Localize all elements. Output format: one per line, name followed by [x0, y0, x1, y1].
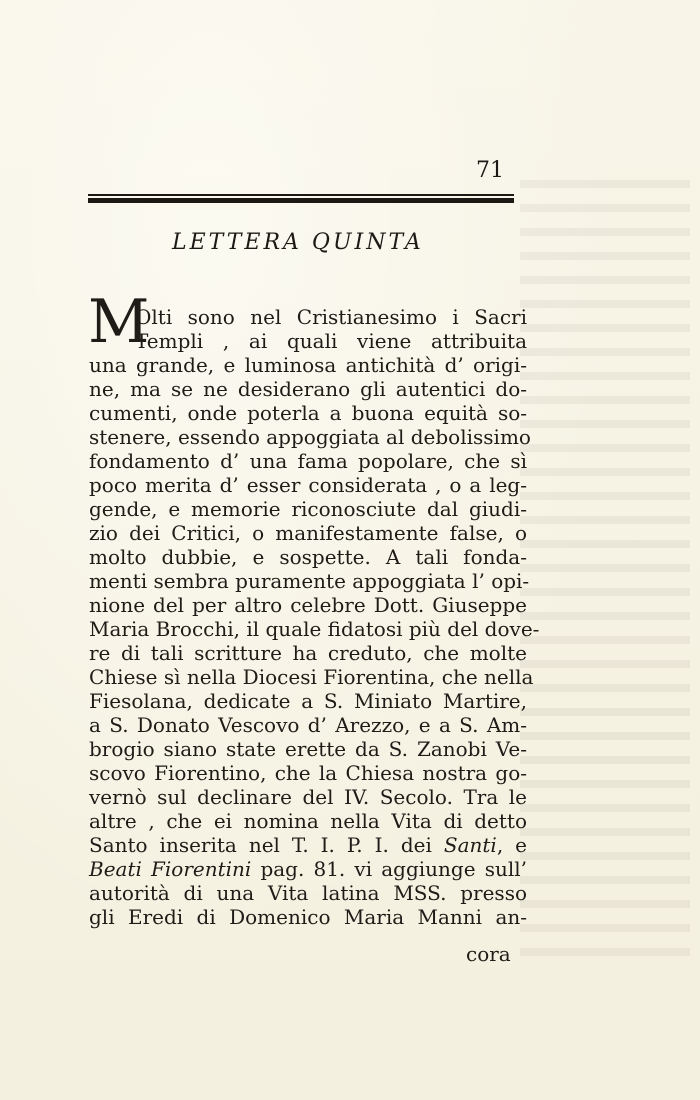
text-line-12: menti sembra puramente appoggiata l’ opi- [89, 569, 530, 593]
text-line-13: nione del per altro celebre Dott. Giuseppe [89, 593, 527, 617]
text-line-7: fondamento d’ una fama popolare, che sì [89, 449, 527, 473]
text-line-26: gli Eredi di Domenico Maria Manni an- [89, 905, 527, 929]
text-line-22: altre , che ei nomina nella Vita di detto [89, 809, 527, 833]
text-line-18: a S. Donato Vescovo d’ Arezzo, e a S. Am- [89, 713, 527, 737]
text-line-5: cumenti, onde poterla a buona equità so- [89, 401, 527, 425]
text-line-9: gende, e memorie riconosciute dal giudi- [89, 497, 527, 521]
text-line-15: re di tali scritture ha creduto, che molte [89, 641, 527, 665]
text-line-10: zio dei Critici, o manifestamente false, o [89, 521, 527, 545]
text-line-1: Olti sono nel Cristianesimo i Sacri [135, 305, 527, 329]
text-line-17: Fiesolana, dedicate a S. Miniato Martire, [89, 689, 527, 713]
chapter-title: LETTERA QUINTA [172, 230, 424, 255]
text-line-23-italic: Santi [443, 833, 497, 857]
header-rule-thick [88, 198, 514, 203]
text-line-11: molto dubbie, e sospette. A tali fonda- [89, 545, 527, 569]
text-line-21: vernò sul declinare del IV. Secolo. Tra le [89, 785, 527, 809]
text-line-23-part-1: Santo inserita nel T. I. P. I. dei [89, 833, 444, 857]
text-line-20: scovo Fiorentino, che la Chiesa nostra go- [89, 761, 527, 785]
text-line-3: una grande, e luminosa antichità d’ origi- [89, 353, 527, 377]
text-line-24 [89, 857, 527, 881]
text-line-4: ne, ma se ne desiderano gli autentici do- [89, 377, 527, 401]
text-line-16: Chiese sì nella Diocesi Fiorentina, che nella [89, 665, 534, 689]
header-rule-thin [88, 194, 514, 196]
header-rule [88, 194, 514, 203]
page-number: 71 [476, 158, 504, 183]
text-line-23 [89, 833, 527, 857]
text-line-24-italic: Beati Fiorentini [89, 857, 252, 881]
text-line-14: Maria Brocchi, il quale fidatosi più del dove- [89, 617, 540, 641]
show-through-text [520, 180, 690, 960]
drop-cap: M [88, 287, 150, 357]
text-line-8: poco merita d’ esser considerata , o a leg- [89, 473, 527, 497]
text-line-2: Templi , ai quali viene attribuita [135, 329, 527, 353]
text-line-19: brogio siano state erette da S. Zanobi Ve- [89, 737, 527, 761]
text-line-25: autorità di una Vita latina MSS. presso [89, 881, 527, 905]
text-line-6: stenere, essendo appoggiata al debolissimo [89, 425, 531, 449]
catchword: cora [466, 942, 511, 966]
text-line-24-part-1: pag. 81. vi aggiunge sull’ [251, 857, 527, 881]
text-line-23-part-2: , e [496, 833, 527, 857]
